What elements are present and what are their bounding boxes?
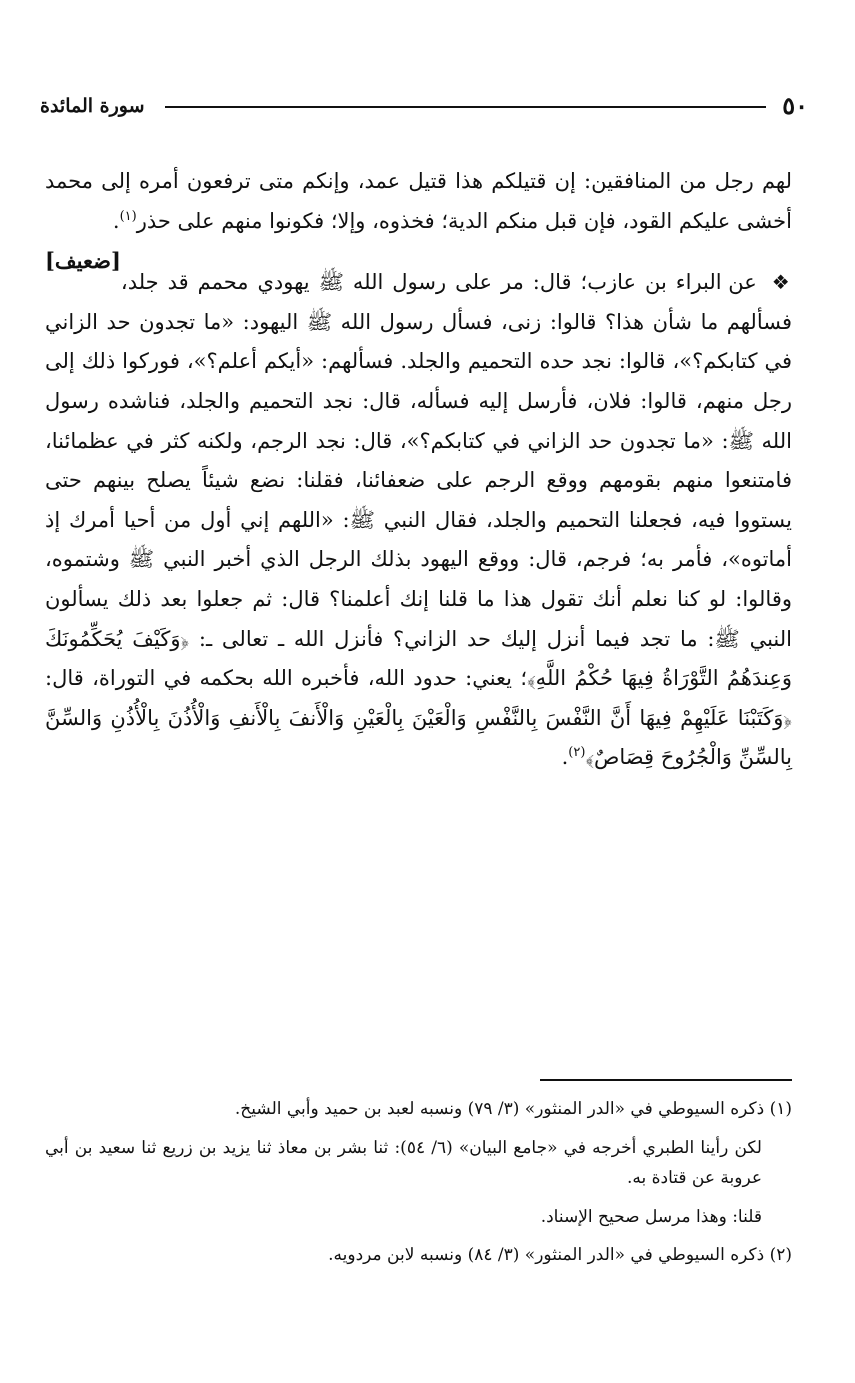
hadith-grade-label: [ضعيف] (45, 248, 121, 274)
footnote-2 (45, 1240, 792, 1271)
paragraph-1 (45, 162, 792, 274)
footnote-ref-2: (٢) (568, 745, 586, 761)
paragraph-2-end: . (561, 745, 569, 770)
surah-title: سورة المائدة (40, 95, 145, 117)
footnotes (45, 1094, 792, 1271)
page-number: ٥٠ (782, 91, 808, 120)
footnote-2-text: ذكره السيوطي في «الدر المنثور» (٣/ ٨٤) ونسبه لابن مردويه. (328, 1245, 765, 1265)
main-text (45, 162, 792, 778)
footnote-2-number: (٢) (769, 1245, 792, 1265)
footnote-1-text-2: لكن رأينا الطبري أخرجه في «جامع البيان» (٦/ ٥٤): ثنا بشر بن معاذ ثنا يزيد بن زريع ثنا سعيد بن أبي عروبة عن قتادة به. (45, 1137, 762, 1188)
paragraph-1-text: لهم رجل من المنافقين: إن قتيلكم هذا قتيل عمد، وإنكم متى ترفعون أمره إلى محمد أخشى عليكم القود، فإن قبل منكم الدية؛ فخذوه، وإلا؛ فكونوا منهم على حذر (45, 169, 792, 233)
footnote-1-continuation (45, 1133, 792, 1194)
footnote-1 (45, 1094, 792, 1125)
paragraph-2-text: عن البراء بن عازب؛ قال: مر على رسول الله ﷺ يهودي محمم قد جلد، فسألهم ما شأن هذا؟ قالوا: زنى، فسأل رسول الله ﷺ اليهود: «ما تجدون حد الزاني في كتابكم؟»، قالوا: نجد حده التحميم والجلد. فسألهم: «أيكم أعلم؟»، فوركوا ذلك إلى رجل منهم، قالوا: فلان، فأرسل إليه فسأله، قال: نجد التحميم والجلد، فناشده رسول الله ﷺ: «ما تجدون حد الزاني في كتابكم؟»، قال: نجد الرجم، ولكنه كثر في عظمائنا، فامتنعوا منهم بقومهم ووقع الرجم على ضعفائنا، فقلنا: نضع شيئاً يصلح بينهم حتى يستووا فيه، فجعلنا التحميم والجلد، فقال النبي ﷺ: «اللهم إني أول من أحيا أمرك إذ أماتوه»، فأمر به؛ فرجم، قال: ووقع اليهود بذلك الرجل الذي أخبر النبي ﷺ وشتموه، وقالوا: لو كنا نعلم أنك تقول هذا ما قلنا إنك أعلمنا؟ قال: ثم جعلوا بعد ذلك يسألون النبي ﷺ: ما تجد فيما أنزل إليك حد الزاني؟ فأنزل الله ـ تعالى ـ: ﴿وَكَيْفَ يُحَكِّمُونَكَ وَعِندَهُمُ التَّوْرَاةُ فِيهَا حُكْمُ اللَّهِ﴾؛ يعني: حدود الله، فأخبره الله بحكمه في التوراة، قال: ﴿وَكَتَبْنَا عَلَيْهِمْ فِيهَا أَنَّ النَّفْسَ بِالنَّفْسِ وَالْعَيْنَ بِالْعَيْنِ وَالْأَنفَ بِالْأَنفِ وَالْأُذُنَ بِالْأُذُنِ وَالسِّنَّ بِالسِّنِّ وَالْجُرُوحَ قِصَاصٌ﴾ (45, 270, 792, 770)
footnote-1-number: (١) (769, 1099, 792, 1119)
diamond-marker-icon: ❖ (771, 270, 792, 295)
paragraph-1-end: . (112, 208, 120, 233)
footnote-1-text: ذكره السيوطي في «الدر المنثور» (٣/ ٧٩) ونسبه لعبد بن حميد وأبي الشيخ. (234, 1099, 765, 1119)
header-rule (165, 106, 766, 108)
footnote-1-text-3: قلنا: وهذا مرسل صحيح الإسناد. (540, 1206, 762, 1227)
footnote-separator (540, 1079, 792, 1081)
running-head (40, 88, 808, 124)
footnote-1-note (45, 1202, 792, 1233)
paragraph-2 (45, 263, 792, 778)
footnote-ref-1: (١) (119, 208, 137, 224)
